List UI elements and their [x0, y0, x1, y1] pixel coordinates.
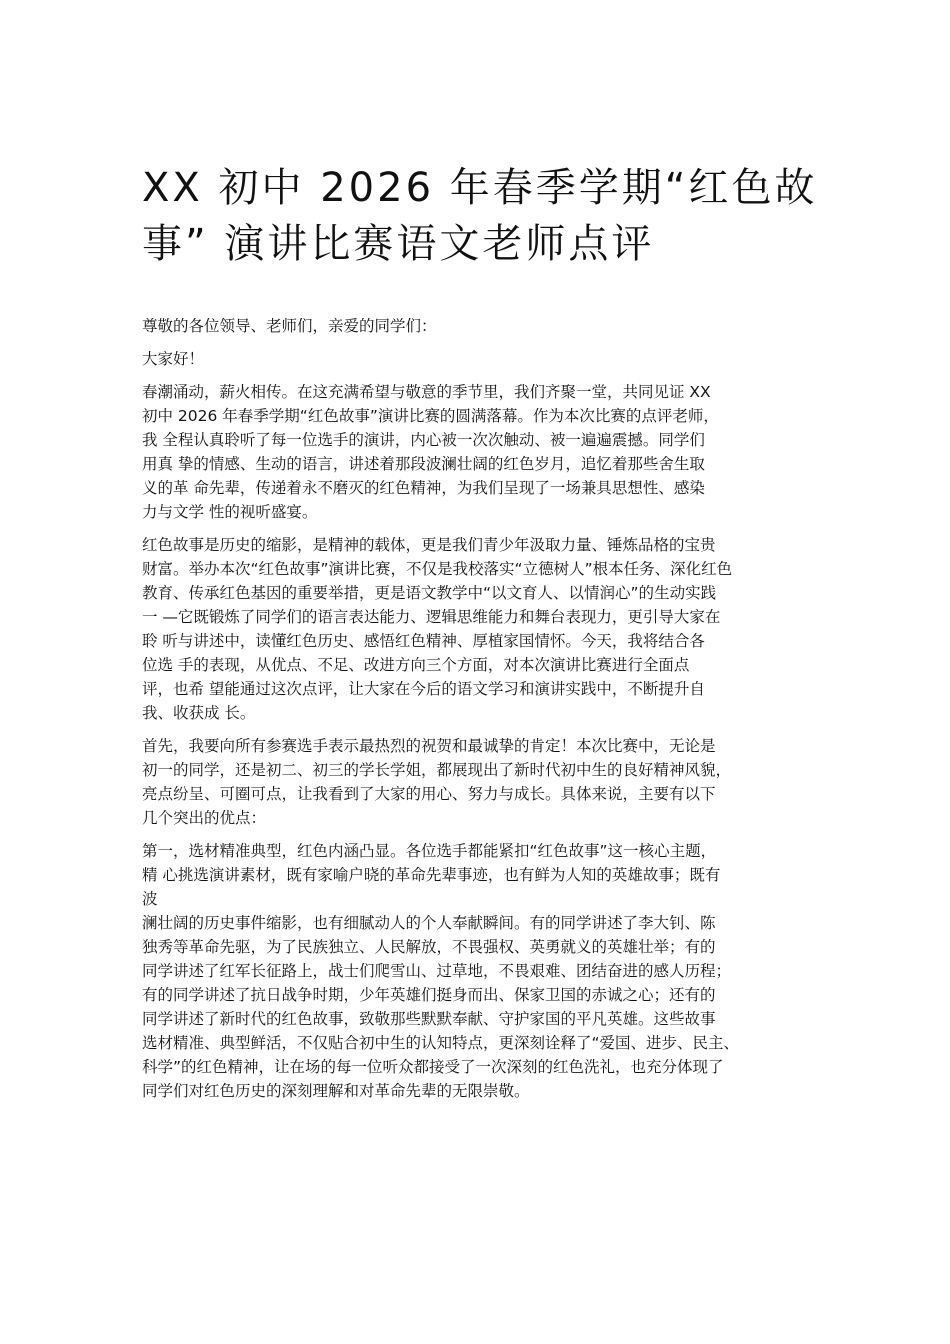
paragraph-line: 同学讲述了红军长征路上，战士们爬雪山、过草地，不畏艰难、团结奋进的感人历程；	[142, 962, 732, 980]
title-line: 事” 演讲比赛语文老师点评	[142, 221, 655, 267]
paragraph-line: 同学们对红色历史的深刻理解和对革命先辈的无限崇敬。	[142, 1082, 530, 1100]
paragraph-line: 义的革 命先辈，传递着永不磨灭的红色精神，为我们呈现了一场兼具思想性、感染	[142, 479, 705, 497]
paragraph-line: 同学讲述了新时代的红色故事，致敬那些默默奉献、守护家国的平凡英雄。这些故事	[142, 1010, 716, 1028]
paragraph-line: 用真 挚的情感、生动的语言，讲述着那段波澜壮阔的红色岁月，追忆着那些舍生取	[142, 455, 705, 473]
paragraph-line: 波	[142, 890, 158, 908]
paragraph	[142, 347, 822, 371]
paragraph-line: 红色故事是历史的缩影，是精神的载体，更是我们青少年汲取力量、锤炼品格的宝贵	[142, 536, 716, 554]
paragraph	[142, 734, 822, 830]
paragraph-line: 评，也希 望能通过这次点评，让大家在今后的语文学习和演讲实践中，不断提升自	[142, 680, 705, 698]
paragraph-line: 精 心挑选演讲素材，既有家喻户晓的革命先辈事迹，也有鲜为人知的英雄故事；既有	[142, 866, 721, 884]
paragraph-line: 几个突出的优点：	[142, 809, 267, 827]
paragraph-line: 尊敬的各位领导、老师们，亲爱的同学们：	[142, 317, 437, 335]
paragraph-line: 财富。举办本次“红色故事”演讲比赛，不仅是我校落实“立德树人”根本任务、深化红色	[142, 560, 733, 578]
paragraph	[142, 314, 822, 338]
paragraph-line: 一 —它既锻炼了同学们的语言表达能力、逻辑思维能力和舞台表现力，更引导大家在	[142, 608, 721, 626]
paragraph-line: 第一，选材精准典型，红色内涵凸显。各位选手都能紧扣“红色故事”这一核心主题，	[142, 842, 717, 860]
document-title	[142, 160, 822, 272]
paragraph-line: 我 全程认真聆听了每一位选手的演讲，内心被一次次触动、被一遍遍震撼。同学们	[142, 431, 705, 449]
paragraph	[142, 533, 822, 725]
paragraph-line: 春潮涌动，薪火相传。在这充满希望与敬意的季节里，我们齐聚一堂，共同见证 XX	[142, 383, 711, 401]
paragraph-line: 我、收获成 长。	[142, 704, 256, 722]
paragraph-line: 聆 听与讲述中，读懂红色历史、感悟红色精神、厚植家国情怀。今天，我将结合各	[142, 632, 705, 650]
paragraph-line: 独秀等革命先驱，为了民族独立、人民解放，不畏强权、英勇就义的英雄壮举；有的	[142, 938, 716, 956]
paragraph-line: 力与文学 性的视听盛宴。	[142, 503, 318, 521]
paragraph-line: 首先，我要向所有参赛选手表示最热烈的祝贺和最诚挚的肯定！本次比赛中，无论是	[142, 737, 716, 755]
document-body	[142, 314, 822, 1112]
paragraph	[142, 380, 822, 524]
paragraph-line: 亮点纷呈、可圈可点，让我看到了大家的用心、努力与成长。具体来说，主要有以下	[142, 785, 716, 803]
paragraph-line: 澜壮阔的历史事件缩影，也有细腻动人的个人奉献瞬间。有的同学讲述了李大钊、陈	[142, 914, 716, 932]
paragraph-line: 初一的同学，还是初二、初三的学长学姐，都展现出了新时代初中生的良好精神风貌，	[142, 761, 732, 779]
paragraph-line: 选材精准、典型鲜活，不仅贴合初中生的认知特点，更深刻诠释了“爱国、进步、民主、	[142, 1034, 740, 1052]
paragraph-line: 科学”的红色精神，让在场的每一位听众都接受了一次深刻的红色洗礼，也充分体现了	[142, 1058, 724, 1076]
paragraph-line: 有的同学讲述了抗日战争时期，少年英雄们挺身而出、保家卫国的赤诚之心；还有的	[142, 986, 716, 1004]
title-line: XX 初中 2026 年春季学期“红色故	[142, 165, 818, 211]
paragraph-line: 大家好！	[142, 350, 205, 368]
paragraph-line: 教育、传承红色基因的重要举措，更是语文教学中“以文育人、以情润心”的生动实践	[142, 584, 717, 602]
paragraph-line: 初中 2026 年春季学期“红色故事”演讲比赛的圆满落幕。作为本次比赛的点评老师，	[142, 407, 719, 425]
paragraph	[142, 839, 822, 1103]
paragraph-line: 位选 手的表现，从优点、不足、改进方向三个方面，对本次演讲比赛进行全面点	[142, 656, 690, 674]
